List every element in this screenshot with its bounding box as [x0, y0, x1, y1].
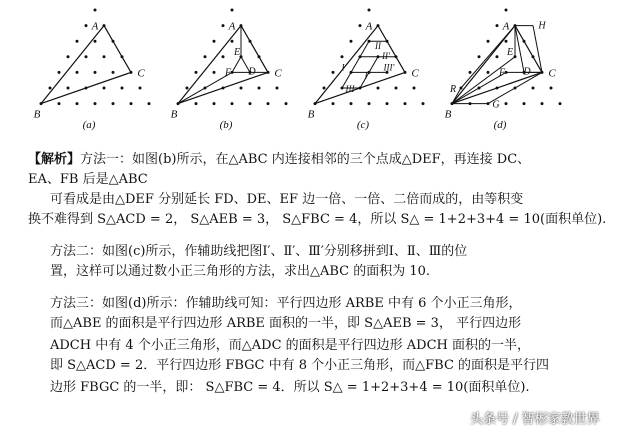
lattice-dot [276, 87, 279, 90]
lattice-dot [559, 102, 562, 105]
lattice-dot [496, 55, 499, 58]
vertex-label-b: B [170, 108, 178, 121]
lattice-dot [94, 40, 97, 43]
figure-a [34, 9, 151, 132]
figure-caption: (b) [219, 119, 233, 131]
triangle-side-ca [104, 26, 131, 73]
lattice-dot [541, 102, 544, 105]
vertex-label-a: A [228, 20, 236, 33]
lattice-dot [285, 102, 288, 105]
lattice-dot [76, 71, 79, 74]
point-label-g: G [492, 99, 500, 111]
lattice-dot [550, 87, 553, 90]
lattice-dot [49, 87, 52, 90]
lattice-dot [240, 87, 243, 90]
lattice-dot [112, 71, 115, 74]
lattice-dot [395, 87, 398, 90]
figure-caption: (c) [356, 119, 370, 131]
figure-c [308, 9, 425, 132]
point-label-f: F [224, 67, 232, 79]
point-label-h: H [538, 20, 546, 32]
lattice-dot [67, 87, 70, 90]
point-label-f: F [498, 67, 506, 79]
lattice-dot [422, 102, 425, 105]
vertex-label-c: C [411, 67, 419, 80]
lattice-dot [505, 102, 508, 105]
lattice-dot [258, 87, 261, 90]
triangle-side-ab [178, 26, 241, 104]
solution-line-9: ADCH 中有 4 个小正三角形，而△ADC 的面积是平行四边形 ADCH 面积的一半， [50, 338, 531, 353]
solution-line-7: 方法三：如图(d)所示：作辅助线可知：平行四边形 ARBE 中有 6 个小正三角形， [50, 296, 522, 311]
lattice-dot [94, 71, 97, 74]
lattice-dot [222, 24, 225, 27]
lattice-dot [213, 71, 216, 74]
lattice-dot [404, 102, 407, 105]
lattice-dot [213, 40, 216, 43]
lattice-dot [505, 9, 508, 12]
lattice-dot [76, 102, 79, 105]
vertex-label-c: C [137, 67, 145, 80]
point-label-d: D [523, 66, 531, 78]
lattice-dot [186, 87, 189, 90]
lattice-dot [323, 87, 326, 90]
point-label-e: E [233, 46, 241, 58]
vertex-label-b: B [444, 108, 452, 121]
solution-line-3: 可看成是由△DEF 分别延长 FD、DE、EF 边一倍、一倍、二倍而成的，由等积变 [50, 192, 524, 207]
figure-b [171, 9, 288, 132]
lattice-dot [523, 102, 526, 105]
triangle-side-ab [41, 26, 104, 104]
lattice-dot [532, 87, 535, 90]
lattice-dot [496, 24, 499, 27]
lattice-dot [368, 102, 371, 105]
vertex-label-a: A [91, 20, 99, 33]
lattice-dot [195, 102, 198, 105]
vertex-label-b: B [307, 108, 315, 121]
triangle-side-ab [452, 26, 515, 104]
lattice-dot [368, 9, 371, 12]
solution-tag: 【解析】 [28, 152, 81, 167]
lattice-dot [478, 55, 481, 58]
lattice-dot [386, 102, 389, 105]
region-label-2: II [375, 41, 381, 52]
lattice-dot [195, 71, 198, 74]
figure-caption: (a) [82, 119, 96, 131]
lattice-dot [231, 102, 234, 105]
lattice-dot [341, 55, 344, 58]
triangle-side-ca [241, 26, 268, 73]
lattice-dot [148, 102, 151, 105]
vertex-label-c: C [274, 67, 282, 80]
lattice-dot [222, 55, 225, 58]
lattice-dot [204, 55, 207, 58]
vertex-label-a: A [502, 20, 510, 33]
lattice-dot [377, 87, 380, 90]
solution-line-5: 方法二：如图(c)所示，作辅助线把图Ⅰ′、Ⅱ′、Ⅲ′分别移拼到Ⅰ、Ⅱ、Ⅲ的位 [50, 244, 468, 259]
solution-line-8: 而△ABE 的面积是平行四边形 ARBE 面积的一半，即 S△AEB = 3， 平行四边形 [50, 316, 522, 331]
lattice-dot [130, 102, 133, 105]
vertex-label-c: C [548, 67, 556, 80]
lattice-dot [505, 40, 508, 43]
solution-line-11: 边形 FBGC 的一半，即： S△FBC = 4．所以 S△ = 1+2+3+4 = 10(面积单位). [50, 380, 530, 395]
point-label-e: E [506, 46, 514, 58]
figures-panel [0, 0, 640, 140]
lattice-dot [350, 102, 353, 105]
lattice-dot [76, 40, 79, 43]
region-label-3: III [345, 84, 355, 94]
lattice-dot [139, 87, 142, 90]
lattice-dot [67, 55, 70, 58]
region-label-2-prime: II′ [382, 50, 390, 61]
vertex-label-a: A [365, 20, 373, 33]
lattice-dot [469, 71, 472, 74]
lattice-dot [213, 102, 216, 105]
region-label-3-prime: III′ [383, 62, 395, 73]
lattice-dot [58, 102, 61, 105]
solution-line-6: 置，这样可以通过数小正三角形的方法，求出△ABC 的面积为 10. [50, 264, 431, 279]
inner-segment [232, 57, 241, 73]
solution-line-10: 即 S△ACD = 2．平行四边形 FBGC 中有 8 个小正三角形，而△FBC 的面积是平行四 [50, 358, 550, 373]
figure-caption: (d) [493, 119, 507, 131]
vertex-label-b: B [33, 108, 41, 121]
lattice-dot [359, 24, 362, 27]
lattice-dot [231, 40, 234, 43]
lattice-dot [58, 71, 61, 74]
lattice-dot [231, 9, 234, 12]
lattice-dot [85, 55, 88, 58]
lattice-dot [112, 102, 115, 105]
lattice-dot [249, 102, 252, 105]
solution-line-4: 换不难得到 S△ACD = 2， S△AEB = 3， S△FBC = 4，所以 S△ = 1+2+3+4 = 10(面积单位). [28, 212, 607, 227]
lattice-dot [487, 71, 490, 74]
point-label-d: D [248, 66, 256, 78]
lattice-dot [94, 102, 97, 105]
lattice-dot [103, 55, 106, 58]
solution-line-2: EA、FB 后是△ABC [28, 172, 148, 187]
lattice-dot [121, 87, 124, 90]
lattice-dot [332, 102, 335, 105]
method-one-intro: 方法一：如图(b)所示，在△ABC 内连接相邻的三个点成△DEF，再连接 DC、 [80, 152, 531, 167]
triangle-side-bc [41, 72, 131, 103]
watermark-logo: 头条号 / 智彬家教世界 [470, 412, 600, 427]
lattice-dot [267, 102, 270, 105]
lattice-dot [332, 71, 335, 74]
region-label-1: I [341, 62, 345, 73]
lattice-dot [94, 9, 97, 12]
figure-d [445, 9, 562, 132]
point-label-r: R [449, 84, 457, 95]
region-label-1-prime: I′ [364, 70, 370, 81]
lattice-dot [413, 87, 416, 90]
lattice-dot [103, 87, 106, 90]
lattice-dot [350, 40, 353, 43]
lattice-dot [487, 40, 490, 43]
lattice-dot [85, 24, 88, 27]
solution-line-1 [28, 152, 530, 168]
